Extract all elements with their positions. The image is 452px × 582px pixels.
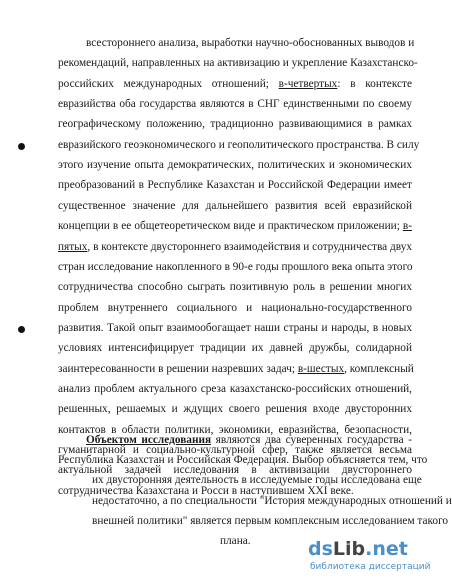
text-line: географическому положению, традиционно развивающимися в рамках — [58, 118, 412, 131]
text-line: заинтересованности в решении назревших задач; в-шестых, комплексный — [58, 362, 414, 375]
text-line: всестороннего анализа, выработки научно-обоснованных выводов и — [86, 37, 415, 49]
text-line: внешней политики" является первым комплексным исследованием такого — [92, 514, 449, 527]
object-term: Объектом исследования — [86, 434, 212, 446]
text-line: контактов в области политики, экономики, евразийства, безопасности, — [58, 423, 412, 436]
text-line: концепции в ее общетеоретическом виде и практическом приложении; в- — [58, 220, 412, 233]
text-line: условиях интенсифицирует традиции их давней дружбы, солидарной — [58, 342, 412, 355]
text-line: актуальной задачей исследования в активизации двустороннего — [58, 464, 412, 477]
text-line: евразийства оба государства являются в СНГ единственными по своему — [58, 98, 412, 111]
text-line: преобразований в Республике Казахстан и Российской Федерации имеет — [58, 179, 412, 192]
enumeration-marker: в- — [402, 220, 412, 233]
text-line: пятых, в контексте двустороннего взаимодействия и сотрудничества двух — [58, 240, 412, 253]
enumeration-marker: в-шестых — [297, 362, 345, 375]
text-line: Объектом исследования являются два суверенных государства - — [86, 434, 412, 446]
text-line: сотрудничества Казахстана и Росси в наступившем XXI веке. — [58, 484, 354, 497]
scan-artifact-dot — [18, 326, 25, 333]
text-line: развития. Такой опыт взаимообогащает наши страны и народы, в новых — [58, 321, 412, 334]
text-line: проблем внутреннего социального и национально-государственного — [58, 301, 412, 314]
text-line: гуманитарной и социально-культурной сфер, также является весьма — [58, 444, 412, 456]
dslib-watermark[interactable] — [308, 538, 444, 578]
text-line: их двусторонняя деятельность в исследуемые годы исследована еще — [92, 474, 422, 487]
text-line: рекомендаций, направленных на активизацию и укрепление Казахстанско- — [58, 57, 418, 70]
text-line: стран исследование накопленного в 90-е годы прошлого века опыта этого — [58, 260, 413, 273]
text-line: евразийского геоэкономического и геополитического пространства. В силу — [58, 138, 420, 151]
dslib-logo: dsLib.net — [308, 538, 408, 560]
scan-artifact-dot — [18, 143, 25, 150]
dslib-subtitle: библиотека диссертаций — [310, 562, 431, 572]
text-line: недостаточно, а по специальности "История международных отношений и — [92, 494, 452, 507]
text-line: плана. — [220, 535, 251, 547]
text-line: российских международных отношений; в-четвертых: в контексте — [58, 77, 412, 90]
text-line: существенное значение для дальнейшего развития всей евразийской — [58, 199, 412, 212]
text-line: сотрудничества способно сыграть позитивную роль в решении многих — [58, 281, 412, 294]
text-line: анализ проблем актуального среза казахстанско-российских отношений, — [58, 382, 412, 395]
enumeration-marker: пятых — [58, 240, 88, 253]
text-line: этого изучение опыта демократических, политических и экономических — [58, 159, 412, 172]
enumeration-marker: в-четвертых — [278, 77, 338, 90]
text-line: решенных, решаемых и ждущих своего решения входе двусторонних — [58, 403, 412, 416]
text-line: Республика Казахстан и Российская Федерация. Выбор объясняется тем, что — [58, 454, 428, 467]
